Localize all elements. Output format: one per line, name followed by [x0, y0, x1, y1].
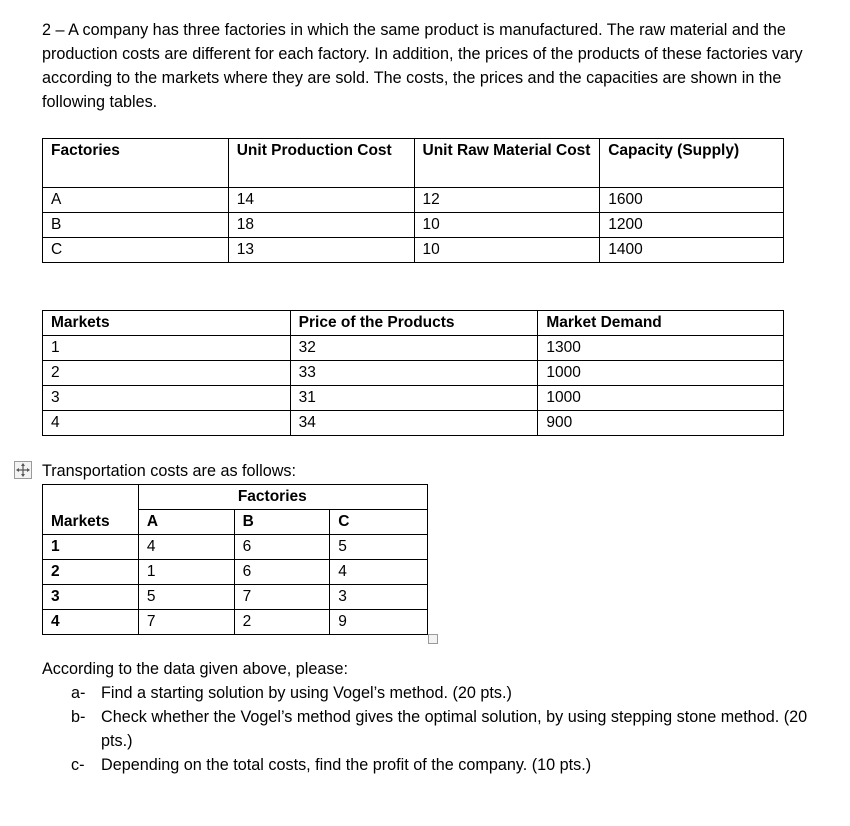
- table-row: [43, 560, 428, 585]
- question-text: Find a starting solution by using Vogel’s method. (20 pts.): [101, 684, 512, 702]
- questions-lead: According to the data given above, please:: [42, 660, 348, 678]
- table-cell: 5: [330, 535, 428, 560]
- empty-cell: [43, 485, 139, 510]
- header-cell: Factories: [43, 139, 229, 188]
- table-row: [43, 188, 784, 213]
- table-row: [43, 411, 784, 436]
- factories-table: [42, 138, 784, 263]
- table-cell: 4: [43, 411, 291, 436]
- table-row: [43, 535, 428, 560]
- table-cell: 10: [414, 238, 600, 263]
- table-cell: 1000: [538, 361, 784, 386]
- table-cell: 1200: [600, 213, 784, 238]
- table-cell: 18: [228, 213, 414, 238]
- list-marker: c-: [71, 756, 85, 774]
- questions-section: [42, 657, 822, 777]
- header-cell: Capacity (Supply): [600, 139, 784, 188]
- table-cell: 3: [43, 386, 291, 411]
- table-resize-handle-icon[interactable]: [428, 634, 438, 644]
- table-cell: A: [43, 188, 229, 213]
- question-text: Depending on the total costs, find the profit of the company. (10 pts.): [101, 756, 592, 774]
- list-item: [42, 681, 822, 705]
- table-row: [43, 361, 784, 386]
- table-header-row: [43, 139, 784, 188]
- table-cell: 1: [138, 560, 234, 585]
- table-move-handle-icon[interactable]: [14, 461, 32, 479]
- header-cell: Markets: [43, 510, 139, 535]
- table-cell: 5: [138, 585, 234, 610]
- header-cell: A: [138, 510, 234, 535]
- list-item: [42, 753, 822, 777]
- table-row: [43, 585, 428, 610]
- table-cell: 1400: [600, 238, 784, 263]
- header-cell: Unit Production Cost: [228, 139, 414, 188]
- table-group-header-row: [43, 485, 428, 510]
- table-cell: 2: [43, 560, 139, 585]
- table-cell: 3: [330, 585, 428, 610]
- table-cell: 1: [43, 535, 139, 560]
- table-cell: 6: [234, 560, 330, 585]
- table-header-row: [43, 510, 428, 535]
- table-cell: 9: [330, 610, 428, 635]
- group-header-cell: Factories: [138, 485, 427, 510]
- questions-list: [42, 681, 822, 777]
- table-cell: B: [43, 213, 229, 238]
- table-cell: 12: [414, 188, 600, 213]
- list-item: [42, 705, 822, 753]
- table-cell: 6: [234, 535, 330, 560]
- table-cell: 2: [234, 610, 330, 635]
- list-marker: b-: [71, 708, 86, 726]
- question-text: Check whether the Vogel’s method gives the optimal solution, by using stepping stone method. (20 pts.): [101, 708, 808, 750]
- table-cell: 14: [228, 188, 414, 213]
- table-cell: 1600: [600, 188, 784, 213]
- table-cell: 7: [234, 585, 330, 610]
- table-cell: 34: [290, 411, 538, 436]
- table-row: [43, 336, 784, 361]
- table-cell: 4: [330, 560, 428, 585]
- intro-paragraph: 2 – A company has three factories in which the same product is manufactured. The raw material and the production costs are different for each factory. In addition, the prices of the products of these factories vary according to the markets where they are sold. The costs, the prices and the capacities are shown in the following tables.: [42, 21, 803, 111]
- table-row: [43, 610, 428, 635]
- table-cell: C: [43, 238, 229, 263]
- table-cell: 10: [414, 213, 600, 238]
- table-cell: 1: [43, 336, 291, 361]
- table-row: [43, 238, 784, 263]
- header-cell: Price of the Products: [290, 311, 538, 336]
- header-cell: Market Demand: [538, 311, 784, 336]
- markets-table: [42, 310, 784, 436]
- table-cell: 4: [138, 535, 234, 560]
- table-row: [43, 386, 784, 411]
- table-cell: 13: [228, 238, 414, 263]
- transport-title: Transportation costs are as follows:: [42, 462, 297, 480]
- table-row: [43, 213, 784, 238]
- list-marker: a-: [71, 684, 86, 702]
- table-cell: 2: [43, 361, 291, 386]
- table-cell: 1300: [538, 336, 784, 361]
- header-cell: C: [330, 510, 428, 535]
- table-cell: 31: [290, 386, 538, 411]
- table-header-row: [43, 311, 784, 336]
- table-cell: 7: [138, 610, 234, 635]
- header-cell: Unit Raw Material Cost: [414, 139, 600, 188]
- table-cell: 1000: [538, 386, 784, 411]
- header-cell: Markets: [43, 311, 291, 336]
- table-cell: 900: [538, 411, 784, 436]
- table-cell: 3: [43, 585, 139, 610]
- table-cell: 33: [290, 361, 538, 386]
- transport-table: [42, 484, 428, 635]
- table-cell: 32: [290, 336, 538, 361]
- header-cell: B: [234, 510, 330, 535]
- table-cell: 4: [43, 610, 139, 635]
